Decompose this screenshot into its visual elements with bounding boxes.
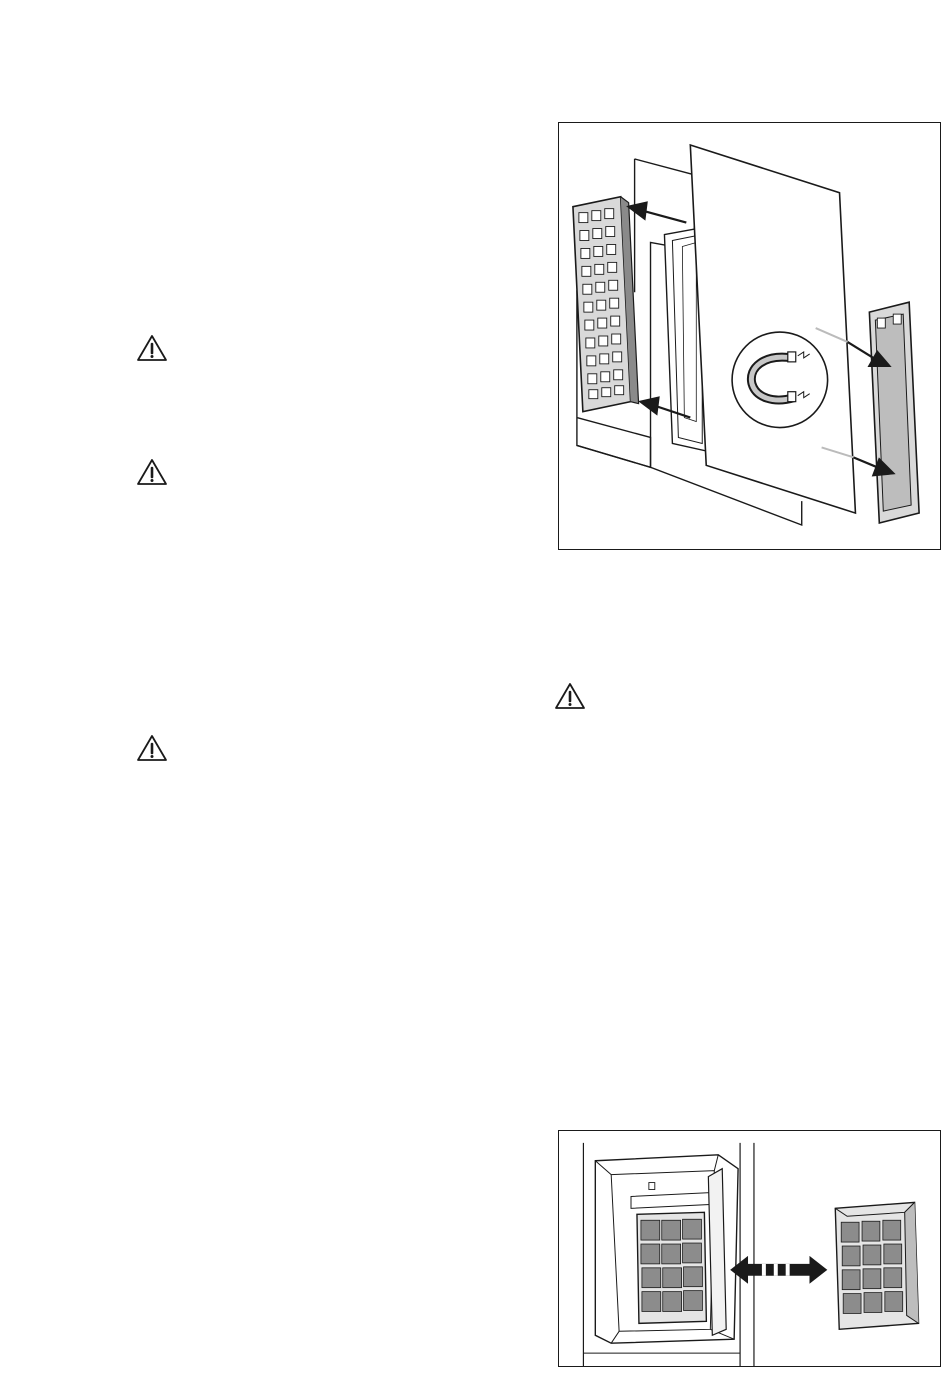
- warning-triangle-icon: [136, 334, 168, 362]
- warning-triangle-icon: [136, 458, 168, 486]
- cabinet-filter-replacement-illustration: [558, 1130, 941, 1367]
- warning-triangle-icon: [136, 734, 168, 762]
- warning-triangle-icon: [554, 682, 586, 710]
- door-panel-magnetic-filter-removal-illustration: [558, 122, 941, 550]
